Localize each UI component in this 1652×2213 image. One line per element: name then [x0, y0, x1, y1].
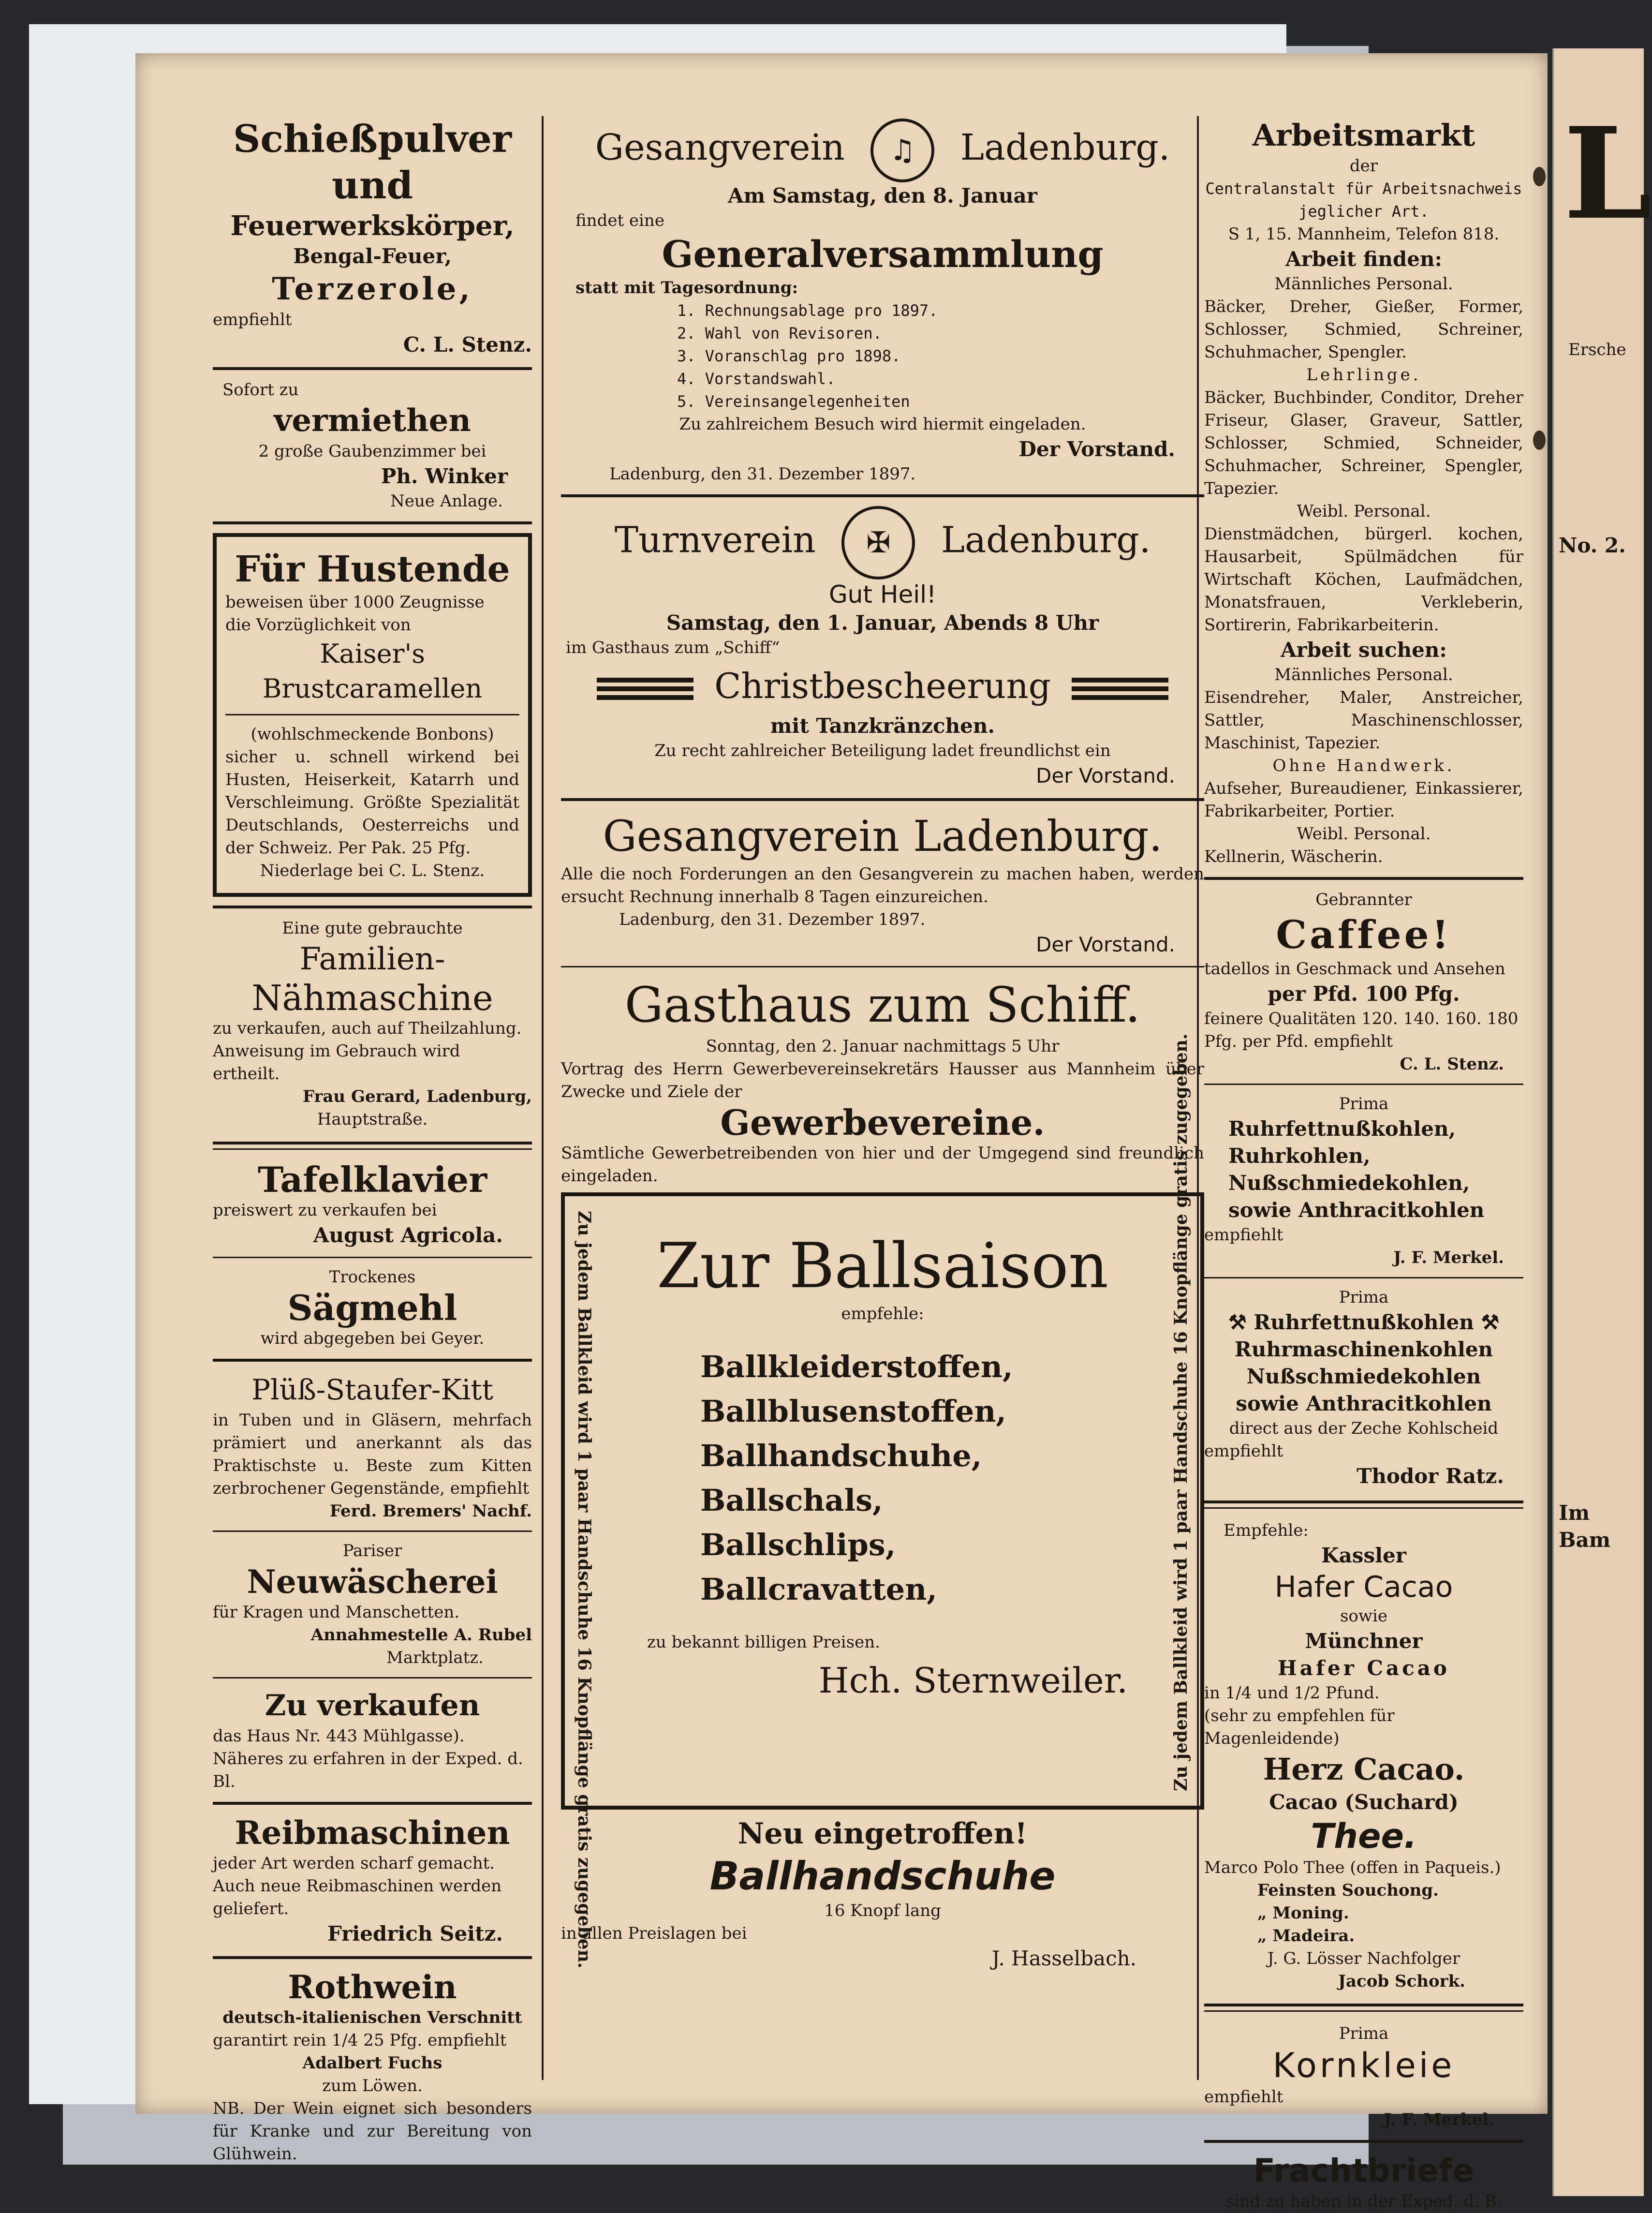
ad-signature: August Agricola.	[313, 1223, 503, 1247]
ad-hustende	[213, 533, 532, 897]
ad-headline: Gesangverein Ladenburg.	[603, 811, 1163, 861]
ad-list-item: Ballschlips,	[700, 1527, 896, 1562]
ad-text: Ladenburg, den 31. Dezember 1897.	[619, 909, 926, 929]
ad-text: Zu zahlreichem Besuch wird hiermit eingeladen.	[679, 414, 1086, 434]
ad-gesangverein-forderungen	[561, 810, 1204, 958]
ad-text: in Tuben und in Gläsern, mehrfach prämiert und anerkannt als das Praktischste u. Beste zum Kitten zerbrochener Gegenstände, empfiehlt	[213, 1411, 532, 1498]
ad-text: 2 große Gaubenzimmer bei	[258, 442, 487, 461]
ad-headline: Tafelklavier	[257, 1159, 487, 1200]
ad-text: Männliches Personal.	[1274, 274, 1453, 294]
ad-text: Bäcker, Buchbinder, Conditor, Dreher Friseur, Glaser, Graveur, Sattler, Schlosser, Schmied, Schneider, Schuhmacher, Schreiner, Spengler, Tapezier.	[1204, 388, 1523, 498]
ad-headline: Frachtbriefe	[1253, 2152, 1475, 2189]
ad-text: (wohlschmeckende Bonbons)	[251, 725, 494, 744]
ad-text: tadellos in Geschmack und Ansehen	[1204, 959, 1505, 979]
ad-arbeitsmarkt	[1204, 116, 1523, 868]
ad-item: Feinsten Souchong.	[1257, 1881, 1439, 1900]
ad-greeting: Gut Heil!	[828, 580, 937, 609]
column-center	[561, 116, 1204, 1972]
divider	[213, 1530, 532, 1532]
ad-list-item: Ballhandschuhe,	[700, 1438, 982, 1473]
ad-subheadline: Arbeit suchen:	[1281, 638, 1447, 662]
ad-text: in 1/4 und 1/2 Pfund.	[1204, 1683, 1380, 1703]
ad-text: Weibl. Personal.	[1297, 824, 1431, 844]
hammer-pick-icon: ⚒	[1228, 1310, 1254, 1334]
ad-text: in allen Preislagen bei	[561, 1923, 747, 1943]
ad-text: Kellnerin, Wäscherin.	[1204, 847, 1383, 866]
ad-subheadline: Arbeit finden:	[1285, 247, 1442, 271]
ad-title: Generalversammlung	[662, 232, 1104, 276]
hammer-pick-icon: ⚒	[1474, 1310, 1500, 1334]
ad-item: Nußschmiedekohlen,	[1228, 1171, 1470, 1195]
ad-zu-verkaufen	[213, 1686, 532, 1793]
ad-text: Niederlage bei C. L. Stenz.	[260, 861, 485, 880]
ad-item-list	[618, 1345, 1147, 1612]
masthead-initial-icon: L	[1564, 100, 1652, 248]
ad-headline: Schießpulver und	[233, 117, 512, 208]
agenda-item: 5. Vereinsangelegenheiten	[677, 392, 910, 411]
ad-signature: C. L. Stenz.	[403, 333, 532, 356]
ad-text: Marktplatz.	[386, 1648, 484, 1667]
turner-cross-emblem-icon: ✠	[841, 506, 915, 579]
ad-signature: Hch. Sternweiler.	[818, 1660, 1128, 1701]
ad-product-name: Kaiser's Brustcaramellen	[262, 639, 483, 704]
ad-sidebar-text: Zu jedem Ballkleid wird 1 paar Handschuhe 16 Knopflänge gratis zugegeben.	[574, 1210, 594, 1968]
ad-text: Zu recht zahlreicher Beteiligung ladet freundlichst ein	[654, 741, 1111, 760]
ad-kitt	[213, 1370, 532, 1523]
ad-text: empfiehlt	[213, 310, 292, 329]
ad-text: empfiehlt	[1204, 1441, 1283, 1461]
ad-item: Ruhrfettnußkohlen,	[1228, 1117, 1456, 1141]
ad-headline: Ladenburg.	[941, 519, 1151, 561]
ad-text: das Haus Nr. 443 Mühlgasse). Näheres zu erfahren in der Exped. d. Bl.	[213, 1726, 523, 1791]
ad-headline: Caffee!	[1276, 912, 1452, 957]
ad-text: deutsch-italienischen Verschnitt	[222, 2008, 522, 2027]
ad-text: die Vorzüglichkeit von	[225, 615, 411, 635]
ad-headline: Arbeitsmarkt	[1252, 118, 1475, 153]
ad-text: garantirt rein 1/4 25 Pfg. empfiehlt	[213, 2031, 507, 2050]
divider	[561, 966, 1204, 967]
ad-list-item: Ballkleiderstoffen,	[700, 1349, 1013, 1384]
ad-headline: Für Hustende	[235, 549, 510, 590]
ad-subheadline: Terzerole,	[272, 271, 473, 307]
ad-text: findet eine	[575, 210, 664, 230]
ad-text: jeglicher Art.	[1298, 202, 1429, 221]
ad-date: Samstag, den 1. Januar, Abends 8 Uhr	[666, 610, 1099, 635]
ad-headline: Reibmaschinen	[235, 1814, 510, 1852]
ad-naehmaschine	[213, 917, 532, 1131]
divider	[213, 1257, 532, 1258]
ad-signature: Der Vorstand.	[1036, 932, 1175, 956]
adjacent-page-edge	[1552, 48, 1652, 2196]
ad-headline: Turnverein	[614, 519, 816, 561]
divider	[213, 1677, 532, 1678]
ad-headline: Zu verkaufen	[265, 1689, 480, 1723]
ad-text: Gebrannter	[1315, 890, 1412, 909]
ad-text: Marco Polo Thee (offen in Paqueis.)	[1204, 1858, 1501, 1877]
divider	[1204, 1277, 1523, 1278]
ad-text: Ladenburg, den 31. Dezember 1897.	[609, 464, 916, 484]
ad-signature: J. F. Merkel.	[1393, 1248, 1504, 1267]
ad-text: Männliches Personal.	[1274, 665, 1453, 684]
agenda-list	[561, 299, 1204, 413]
ad-headline: Zur Ballsaison	[657, 1230, 1108, 1302]
ad-text: im Gasthaus zum „Schiff“	[566, 638, 780, 657]
ad-kornkleie	[1204, 2022, 1523, 2131]
ad-signature: Der Vorstand.	[1018, 437, 1175, 461]
ad-item: Cacao (Suchard)	[1269, 1790, 1459, 1814]
divider	[1204, 1500, 1523, 1509]
ad-text: Empfehle:	[1224, 1521, 1309, 1540]
ad-signature: C. L. Stenz.	[1400, 1055, 1504, 1074]
ad-price: per Pfd. 100 Pfg.	[1268, 982, 1460, 1006]
ad-text: Trockenes	[329, 1267, 416, 1287]
ad-subtitle: mit Tanzkränzchen.	[770, 713, 995, 738]
lyre-emblem-icon: ♫	[870, 119, 934, 182]
ad-headline: Hafer Cacao	[1274, 1570, 1453, 1604]
ad-text: Eisendreher, Maler, Anstreicher, Sattler, Maschinenschlosser, Maschinist, Tapezier.	[1204, 688, 1523, 753]
divider	[213, 1956, 532, 1959]
ad-signature: Frau Gerard, Ladenburg,	[302, 1087, 532, 1106]
ad-text: empfiehlt	[1204, 1225, 1283, 1245]
ad-text: Anweisung im Gebrauch wird ertheilt.	[213, 1041, 460, 1084]
ad-text: Centralanstalt für Arbeitsnachweis	[1205, 179, 1522, 198]
divider	[561, 494, 1204, 497]
ad-saegmehl	[213, 1266, 532, 1350]
ad-text: NB. Der Wein eignet sich besonders für Kranke und zur Bereitung von Glühwein.	[213, 2099, 532, 2164]
ad-date: Am Samstag, den 8. Januar	[728, 183, 1037, 208]
page-text: No. 2.	[1559, 534, 1626, 557]
ad-text: zu bekannt billigen Preisen.	[647, 1632, 880, 1652]
ad-item: sowie Anthracitkohlen	[1236, 1392, 1492, 1415]
ad-headline: Herz Cacao.	[1263, 1752, 1465, 1787]
ad-title: Christbescheerung	[714, 665, 1051, 706]
ad-headline: Neuwäscherei	[247, 1563, 498, 1601]
ad-text: wird abgegeben bei Geyer.	[260, 1329, 485, 1348]
ad-kohlen-merkel	[1204, 1093, 1523, 1269]
ad-headline: Rothwein	[288, 1968, 457, 2006]
divider	[213, 906, 532, 908]
agenda-item: 2. Wahl von Revisoren.	[677, 324, 882, 342]
ad-vermiethen	[213, 379, 532, 513]
ad-text: Sofort zu	[222, 380, 299, 400]
agenda-item: 1. Rechnungsablage pro 1897.	[677, 301, 938, 320]
ad-ballhandschuhe	[561, 1814, 1204, 1972]
binding-hole	[1533, 167, 1546, 186]
ad-headline: vermiethen	[274, 402, 471, 439]
ad-text: (sehr zu empfehlen für Magenleidende)	[1204, 1706, 1395, 1748]
ad-text: Pariser	[342, 1541, 402, 1560]
ad-sidebar-text: Zu jedem Ballkleid wird 1 paar Handschuhe 16 Knopflänge gratis zugegeben.	[1171, 1033, 1191, 1791]
ad-text: feinere Qualitäten 120. 140. 160. 180 Pfg. per Pfd. empfiehlt	[1204, 1009, 1519, 1051]
ad-text: Prima	[1339, 1288, 1389, 1307]
ad-list-item: Ballschals,	[700, 1482, 883, 1518]
ornament-bars	[1072, 686, 1168, 691]
page-text: Ersche	[1568, 340, 1626, 359]
ad-text: empfiehlt	[1204, 2087, 1283, 2107]
ad-text: der	[1349, 156, 1378, 176]
ad-item: sowie Anthracitkohlen	[1228, 1198, 1485, 1222]
ad-text: für Kragen und Manschetten.	[213, 1603, 460, 1622]
ad-rothwein	[213, 1968, 532, 2166]
divider	[213, 1359, 532, 1362]
ad-list-item: Ballblusenstoffen,	[700, 1393, 1006, 1429]
agenda-item: 4. Vorstandswahl.	[677, 369, 836, 388]
ad-text: Eine gute gebrauchte	[282, 919, 463, 938]
ad-text: Ohne Handwerk.	[1272, 756, 1455, 775]
newspaper-page	[135, 53, 1548, 2211]
ad-text: Alle die noch Forderungen an den Gesangverein zu machen haben, werden ersucht Rechnung innerhalb 8 Tagen einzureichen.	[561, 864, 1204, 906]
ad-signature: Friedrich Seitz.	[327, 1922, 503, 1946]
ad-text: Vortrag des Herrn Gewerbevereinsekretärs Hausser aus Mannheim über Zwecke und Ziele der	[561, 1059, 1204, 1101]
ad-item: Hafer Cacao	[1278, 1656, 1450, 1680]
ad-text: preiswert zu verkaufen bei	[213, 1201, 437, 1220]
ad-caffee	[1204, 889, 1523, 1076]
ad-turnverein	[561, 506, 1204, 789]
ad-list-item: Ballcravatten,	[700, 1571, 937, 1607]
ad-text: sicher u. schnell wirkend bei Husten, Heiserkeit, Katarrh und Verschleimung. Größte Spezialität Deutschlands, Oesterreichs und der Schweiz. Per Pak. 25 Pfg.	[225, 747, 519, 858]
ad-signature: Annahmestelle A. Rubel	[310, 1625, 532, 1645]
ad-text: Aufseher, Bureaudiener, Einkassierer, Fabrikarbeiter, Portier.	[1204, 779, 1523, 821]
ad-headline: Sägmehl	[287, 1287, 457, 1328]
ad-headline: Familien-	[299, 941, 445, 977]
ad-gesangverein-generalversammlung	[561, 116, 1204, 486]
column-left	[213, 116, 532, 2166]
divider	[225, 714, 519, 715]
ad-text: jeder Art werden scharf gemacht. Auch neue Reibmaschinen werden geliefert.	[213, 1854, 502, 1918]
ad-text: Prima	[1339, 1094, 1389, 1114]
ad-text: direct aus der Zeche Kohlscheid	[1229, 1419, 1499, 1438]
ad-kohlen-ratz	[1204, 1286, 1523, 1490]
ad-schiesspulver	[213, 116, 532, 358]
ad-signature: Thodor Ratz.	[1357, 1464, 1504, 1488]
ad-headline: Ladenburg.	[960, 127, 1170, 168]
ad-subheadline: Feuerwerkskörper,	[230, 210, 515, 242]
ad-text: Dienstmädchen, bürgerl. kochen, Hausarbeit, Spülmädchen für Wirtschaft Köchen, Laufmädchen, Monatsfrauen, Verkleberin, Sortirerin, Fabrikarbeiterin.	[1204, 524, 1523, 635]
ad-signature: J. G. Lösser Nachfolger	[1267, 1949, 1460, 1968]
ad-signature: Der Vorstand.	[1036, 763, 1175, 787]
ad-title: Ballhandschuhe	[709, 1853, 1056, 1899]
ad-text: Bengal-Feuer,	[293, 244, 452, 268]
column-divider-left	[542, 116, 544, 2080]
binding-hole	[1533, 431, 1546, 450]
ad-text: Prima	[1339, 2024, 1389, 2043]
ad-tafelklavier	[213, 1160, 532, 1249]
ad-item: Nußschmiedekohlen	[1246, 1365, 1481, 1388]
ad-text: zum Löwen.	[322, 2076, 423, 2095]
divider	[213, 367, 532, 370]
ad-text: beweisen über 1000 Zeugnisse	[225, 593, 485, 612]
ad-signature: Ph. Winker	[381, 464, 508, 488]
ad-text: Bäcker, Dreher, Gießer, Former, Schlosser, Schmied, Schreiner, Schuhmacher, Spengler.	[1204, 297, 1523, 362]
ad-item: Kassler	[1321, 1544, 1406, 1567]
ad-headline: Neu eingetroffen!	[738, 1816, 1028, 1851]
ad-item: Ruhrfettnußkohlen	[1254, 1310, 1474, 1334]
ad-text: zu verkaufen, auch auf Theilzahlung.	[213, 1019, 522, 1038]
ad-text: Sämtliche Gewerbetreibenden von hier und der Umgegend sind freundlich eingeladen.	[561, 1143, 1204, 1186]
ad-signature: Jacob Schork.	[1338, 1972, 1465, 1991]
page-text: Im Bam	[1559, 1501, 1611, 1552]
ad-signature: Ferd. Bremers' Nachf.	[329, 1501, 532, 1521]
divider	[1204, 2004, 1523, 2012]
ad-signature: J. F. Merkel.	[1384, 2110, 1494, 2129]
ad-headline: Kornkleie	[1272, 2046, 1455, 2085]
ad-item: Ruhrmaschinenkohlen	[1234, 1337, 1493, 1361]
ad-reibmaschinen	[213, 1813, 532, 1947]
ad-item: Ruhrkohlen,	[1228, 1144, 1371, 1168]
divider	[213, 1802, 532, 1805]
divider	[213, 1142, 532, 1150]
ad-title: Gewerbevereine.	[720, 1101, 1045, 1143]
ad-cacao	[1204, 1519, 1523, 1993]
ad-headline: Gesangverein	[595, 127, 845, 168]
ad-text: sowie	[1340, 1606, 1387, 1626]
ad-text: empfehle:	[841, 1304, 924, 1323]
divider	[1204, 2140, 1523, 2143]
divider	[1204, 877, 1523, 880]
ad-neuwaescherei	[213, 1540, 532, 1669]
ad-text: statt mit Tagesordnung:	[575, 278, 798, 297]
ad-gasthaus-schiff	[561, 975, 1204, 1188]
agenda-item: 3. Voranschlag pro 1898.	[677, 346, 901, 365]
column-right	[1204, 116, 1523, 2213]
ad-text: Hauptstraße.	[317, 1110, 428, 1129]
ad-headline: Plüß-Staufer-Kitt	[251, 1373, 493, 1406]
ad-signature: Adalbert Fuchs	[302, 2053, 442, 2073]
ad-text: S 1, 15. Mannheim, Telefon 818.	[1228, 224, 1500, 244]
ornament-bars	[597, 686, 693, 691]
divider	[1204, 1084, 1523, 1085]
divider	[213, 521, 532, 524]
ad-text: Weibl. Personal.	[1297, 502, 1431, 521]
ad-frachtbriefe	[1204, 2152, 1523, 2213]
ad-headline: Thee.	[1311, 1816, 1417, 1856]
divider	[561, 798, 1204, 801]
ad-headline: Gasthaus zum Schiff.	[624, 976, 1141, 1033]
ad-item: „ Madeira.	[1257, 1926, 1355, 1946]
ad-headline: Nähmaschine	[251, 978, 493, 1018]
ad-text: Neue Anlage.	[390, 491, 503, 511]
ad-text: 16 Knopf lang	[824, 1901, 941, 1920]
ad-item: Münchner	[1305, 1629, 1423, 1653]
ad-signature: J. Hasselbach.	[991, 1946, 1136, 1970]
ad-text: sind zu haben in der Exped. d. B.	[1225, 2192, 1502, 2211]
ad-date: Sonntag, den 2. Januar nachmittags 5 Uhr	[706, 1036, 1060, 1056]
ad-item: „ Moning.	[1257, 1903, 1349, 1923]
ad-text: Lehrlinge.	[1306, 365, 1421, 385]
